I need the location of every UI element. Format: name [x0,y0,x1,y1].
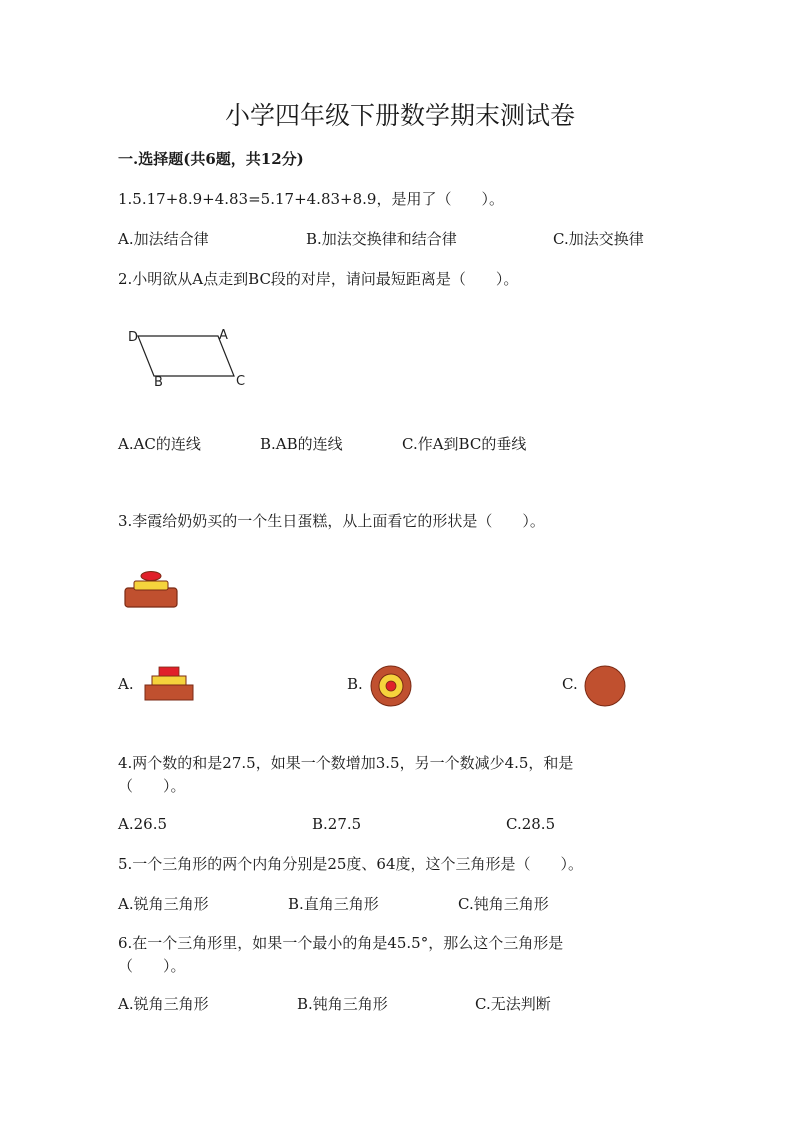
label-d: D [128,330,139,345]
question-6-option-b[interactable]: B.钝角三角形 [297,995,388,1013]
label-a: A [219,328,228,343]
question-6-stem-line-2: （ ）。 [118,957,186,975]
question-6-option-a[interactable]: A.锐角三角形 [118,995,209,1013]
question-2-option-c[interactable]: C.作A到BC的垂线 [402,435,527,453]
front-view-bottom [145,685,193,700]
question-1-stem: 1.5.17+8.9+4.83=5.17+4.83+8.9，是用了（ ）。 [118,190,504,208]
cake-bottom-tier [125,588,177,607]
question-3-stem: 3.李霞给奶奶买的一个生日蛋糕，从上面看它的形状是（ ）。 [118,512,545,530]
cake-figure [123,570,183,614]
front-view-middle [152,676,186,685]
question-5-stem: 5.一个三角形的两个内角分别是25度、64度，这个三角形是（ ）。 [118,855,583,873]
parallelogram-figure [120,322,260,392]
cake-front-view-icon [144,666,194,702]
question-4-option-a[interactable]: A.26.5 [118,815,167,833]
label-b: B [154,375,163,390]
section-heading: 一.选择题(共6题，共12分) [118,150,304,168]
question-2-stem: 2.小明欲从A点走到BC段的对岸，请问最短距离是（ ）。 [118,270,519,288]
question-5-option-b[interactable]: B.直角三角形 [288,895,379,913]
question-5-option-c[interactable]: C.钝角三角形 [458,895,549,913]
question-6-option-c[interactable]: C.无法判断 [475,995,551,1013]
question-4-option-b[interactable]: B.27.5 [312,815,362,833]
question-4-stem-line-2: （ ）。 [118,777,186,795]
question-2-option-a[interactable]: A.AC的连线 [118,435,201,453]
label-c: C [236,374,246,389]
question-6-stem-line-1: 6.在一个三角形里，如果一个最小的角是45.5°，那么这个三角形是 [118,934,564,952]
question-3-option-b[interactable]: B. [347,675,363,693]
solid-circle-icon [583,664,627,708]
front-view-top [159,667,179,676]
question-2-option-b[interactable]: B.AB的连线 [260,435,343,453]
question-1-option-c[interactable]: C.加法交换律 [553,230,644,248]
question-1-option-a[interactable]: A.加法结合律 [118,230,209,248]
ring-inner [386,681,396,691]
solid-circle [585,666,625,706]
question-4-stem-line-1: 4.两个数的和是27.5，如果一个数增加3.5，另一个数减少4.5，和是 [118,754,574,772]
question-3-option-a[interactable]: A. [118,675,134,693]
cake-top-tier [141,572,161,581]
concentric-rings-icon [369,664,413,708]
question-5-option-a[interactable]: A.锐角三角形 [118,895,209,913]
question-3-option-c[interactable]: C. [562,675,578,693]
question-1-option-b[interactable]: B.加法交换律和结合律 [306,230,457,248]
cake-middle-tier [134,581,168,590]
question-4-option-c[interactable]: C.28.5 [506,815,556,833]
page-title: 小学四年级下册数学期末测试卷 [224,101,575,130]
